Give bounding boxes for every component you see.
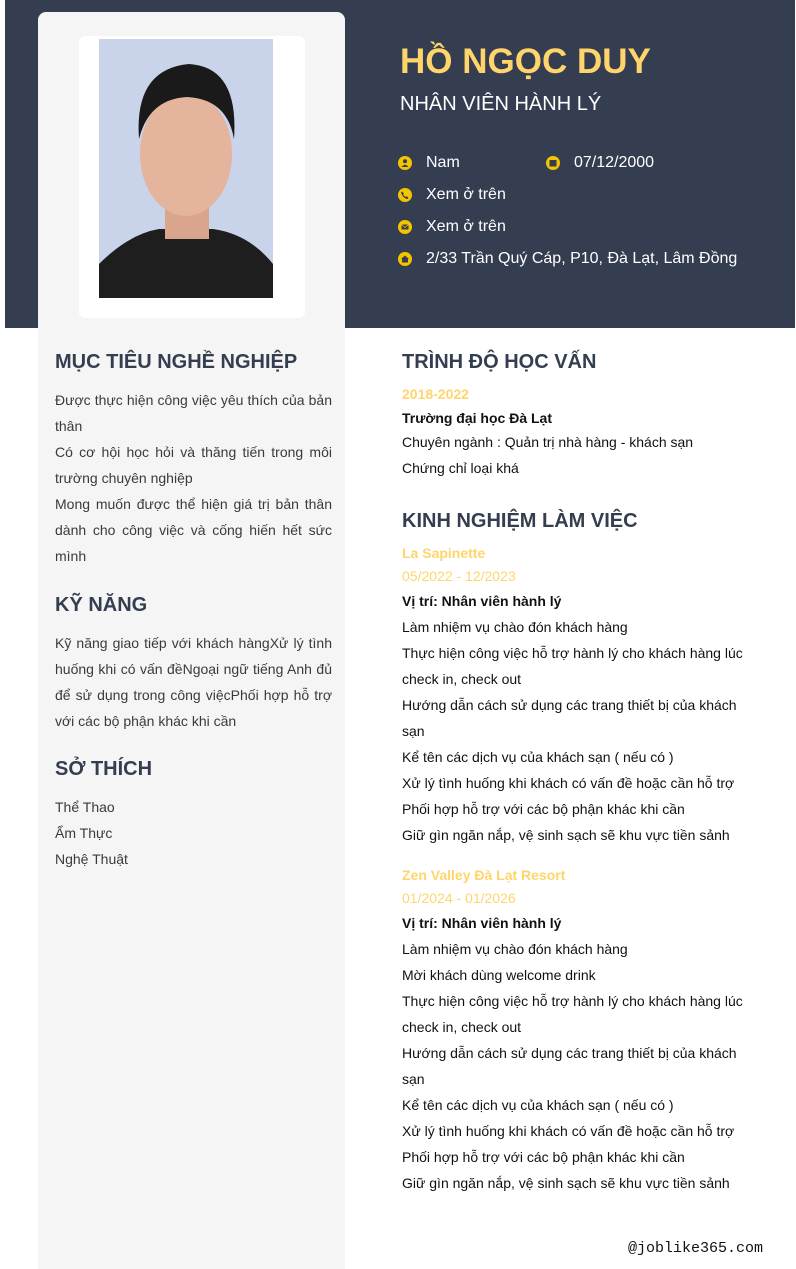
job-duty: Mời khách dùng welcome drink — [402, 967, 596, 983]
education-section — [402, 349, 752, 481]
job-position: Vị trí: Nhân viên hành lý — [402, 593, 562, 609]
envelope-icon — [398, 220, 412, 234]
job-duty: Làm nhiệm vụ chào đón khách hàng — [402, 619, 628, 635]
gender-value: Nam — [426, 154, 460, 171]
job-period: 05/2022 - 12/2023 — [402, 568, 516, 584]
experience-heading: KINH NGHIỆM LÀM VIỆC — [402, 510, 638, 532]
skills-heading: KỸ NĂNG — [55, 594, 148, 616]
objective-section — [55, 349, 332, 569]
education-period: 2018-2022 — [402, 386, 469, 402]
job-entry — [402, 864, 752, 1196]
job-company: La Sapinette — [402, 545, 486, 561]
objective-line: Có cơ hội học hỏi và thăng tiến trong môi trường chuyên nghiệp — [55, 444, 332, 486]
education-heading: TRÌNH ĐỘ HỌC VẤN — [402, 351, 597, 373]
candidate-role: NHÂN VIÊN HÀNH LÝ — [400, 93, 602, 115]
education-school: Trường đại học Đà Lạt — [402, 410, 552, 426]
skills-section — [55, 592, 332, 734]
gender-row — [398, 154, 460, 172]
job-duty: Hướng dẫn cách sử dụng các trang thiết bị của khách sạn — [402, 1045, 737, 1087]
education-line: Chuyên ngành : Quản trị nhà hàng - khách sạn — [402, 434, 694, 450]
job-duty: Kể tên các dịch vụ của khách sạn ( nếu có ) — [402, 749, 674, 765]
email-value: Xem ở trên — [426, 218, 506, 235]
birthdate-row — [546, 154, 654, 172]
phone-value: Xem ở trên — [426, 186, 506, 203]
phone-row — [398, 186, 506, 204]
experience-section — [402, 508, 752, 1196]
objective-line: Được thực hiện công việc yêu thích của bản thân — [55, 392, 332, 434]
job-position: Vị trí: Nhân viên hành lý — [402, 915, 562, 931]
hobbies-heading: SỞ THÍCH — [55, 758, 153, 780]
job-duty: Xử lý tình huống khi khách có vấn đề hoặc cần hỗ trợ — [402, 1123, 735, 1139]
watermark: @joblike365.com — [627, 1240, 763, 1257]
home-icon — [398, 252, 412, 266]
job-duty: Làm nhiệm vụ chào đón khách hàng — [402, 941, 628, 957]
photo-frame — [79, 36, 305, 318]
job-period: 01/2024 - 01/2026 — [402, 890, 516, 906]
job-duty: Giữ gìn ngăn nắp, vệ sinh sạch sẽ khu vực tiền sảnh — [402, 1175, 730, 1191]
hobby-item: Thể Thao — [55, 799, 115, 815]
hobby-item: Ẩm Thực — [55, 825, 113, 841]
hobbies-section — [55, 756, 332, 872]
objective-line: Mong muốn được thể hiện giá trị bản thân dành cho công việc và cống hiến hết sức mình — [55, 496, 332, 564]
job-duty: Hướng dẫn cách sử dụng các trang thiết bị của khách sạn — [402, 697, 737, 739]
job-entry — [402, 542, 752, 848]
hobby-item: Nghệ Thuật — [55, 851, 128, 867]
job-duty: Phối hợp hỗ trợ với các bộ phận khác khi cần — [402, 801, 685, 817]
job-duty: Xử lý tình huống khi khách có vấn đề hoặc cần hỗ trợ — [402, 775, 735, 791]
address-row — [398, 250, 737, 268]
job-duty: Thực hiện công việc hỗ trợ hành lý cho khách hàng lúc check in, check out — [402, 993, 743, 1035]
user-icon — [398, 156, 412, 170]
education-line: Chứng chỉ loại khá — [402, 460, 519, 476]
job-duty: Thực hiện công việc hỗ trợ hành lý cho khách hàng lúc check in, check out — [402, 645, 743, 687]
profile-photo — [99, 39, 273, 298]
calendar-icon — [546, 156, 560, 170]
job-company: Zen Valley Đà Lạt Resort — [402, 867, 566, 883]
email-row — [398, 218, 506, 236]
phone-icon — [398, 188, 412, 202]
birthdate-value: 07/12/2000 — [574, 154, 655, 171]
address-value: 2/33 Trần Quý Cáp, P10, Đà Lạt, Lâm Đồng — [426, 250, 738, 267]
job-duty: Giữ gìn ngăn nắp, vệ sinh sạch sẽ khu vực tiền sảnh — [402, 827, 730, 843]
objective-heading: MỤC TIÊU NGHỀ NGHIỆP — [55, 351, 298, 373]
skills-text: Kỹ năng giao tiếp với khách hàngXử lý tình huống khi có vấn đềNgoại ngữ tiếng Anh đủ để sử dụng trong công việcPhối hợp hỗ trợ với các bộ phận khác khi cần — [55, 635, 332, 729]
job-duty: Kể tên các dịch vụ của khách sạn ( nếu có ) — [402, 1097, 674, 1113]
candidate-name: HỒ NGỌC DUY — [400, 42, 651, 81]
job-duty: Phối hợp hỗ trợ với các bộ phận khác khi cần — [402, 1149, 685, 1165]
